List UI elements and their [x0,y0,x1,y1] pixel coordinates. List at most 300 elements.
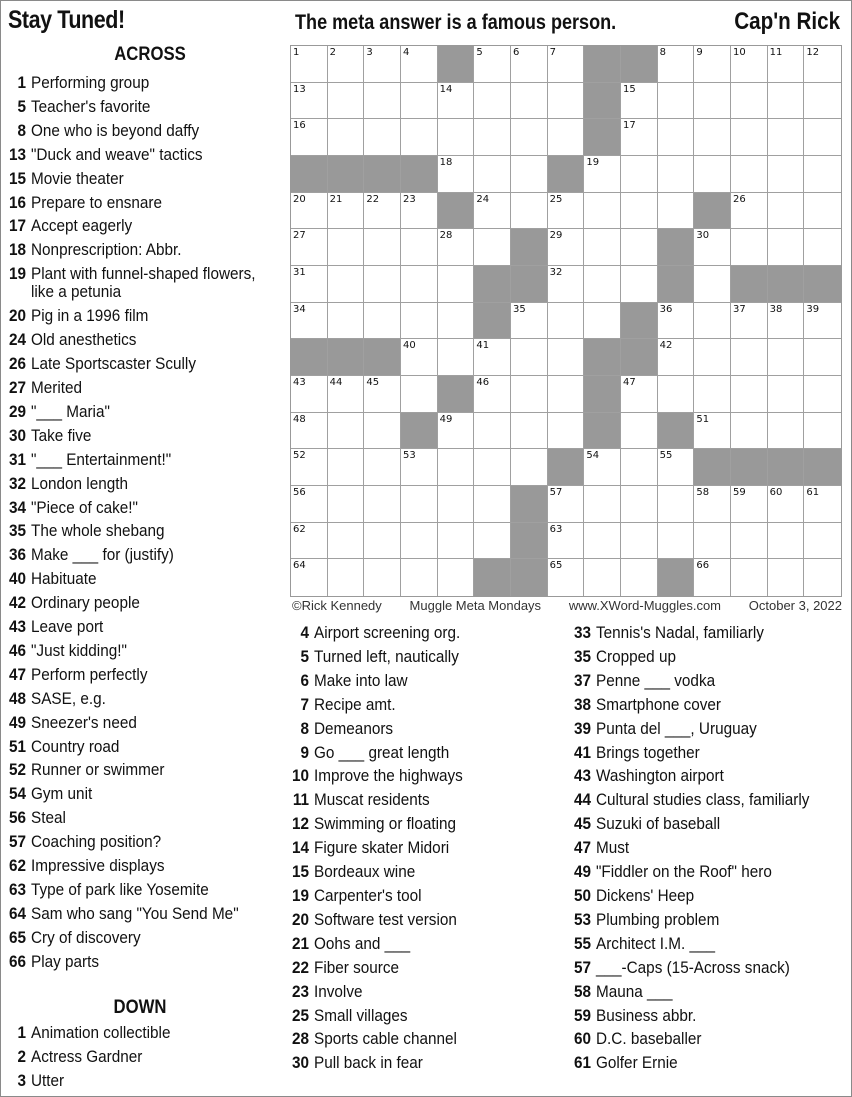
grid-cell-r14c12[interactable] [731,559,768,596]
grid-cell-r0c1[interactable] [328,46,365,83]
down-clue-60[interactable] [565,1027,833,1051]
grid-cell-r9c10[interactable] [658,376,695,413]
across-clue-46[interactable] [0,639,296,663]
grid-cell-r7c3[interactable] [401,303,438,340]
grid-cell-r6c9[interactable] [621,266,658,303]
across-clue-64[interactable] [0,902,296,926]
grid-cell-r4c12[interactable] [731,193,768,230]
black-square [804,266,841,303]
down-clue-28[interactable] [283,1027,479,1051]
grid-cell-r1c6[interactable] [511,83,548,120]
grid-cell-r1c4[interactable] [438,83,475,120]
down-clue-47[interactable] [565,836,833,860]
grid-cell-r3c6[interactable] [511,156,548,193]
grid-cell-r2c14[interactable] [804,119,841,156]
across-clue-42[interactable] [0,591,296,615]
grid-cell-r4c1[interactable] [328,193,365,230]
down-clue-30[interactable] [283,1051,479,1075]
grid-cell-r14c14[interactable] [804,559,841,596]
grid-cell-r13c5[interactable] [474,523,511,560]
across-clue-48[interactable] [0,687,296,711]
black-square [438,193,475,230]
grid-cell-r6c4[interactable] [438,266,475,303]
across-clue-51[interactable] [0,735,296,759]
grid-cell-r14c0[interactable] [291,559,328,596]
across-clue-63[interactable] [0,878,296,902]
grid-cell-r2c11[interactable] [694,119,731,156]
down-clue-9[interactable] [283,741,479,765]
across-clue-5[interactable] [0,95,296,119]
grid-cell-r12c0[interactable] [291,486,328,523]
grid-cell-r9c14[interactable] [804,376,841,413]
grid-cell-r9c7[interactable] [548,376,585,413]
grid-cell-r2c10[interactable] [658,119,695,156]
grid-cell-r9c5[interactable] [474,376,511,413]
grid-cell-r0c12[interactable] [731,46,768,83]
grid-cell-r1c13[interactable] [768,83,805,120]
grid-cell-r5c12[interactable] [731,229,768,266]
down-clue-43[interactable] [565,764,833,788]
grid-cell-r13c13[interactable] [768,523,805,560]
down-clue-3[interactable] [0,1069,186,1093]
grid-cell-r4c13[interactable] [768,193,805,230]
grid-cell-r3c8[interactable] [584,156,621,193]
grid-cell-r8c14[interactable] [804,339,841,376]
down-clue-39[interactable] [565,717,833,741]
across-clue-35[interactable] [0,519,296,543]
grid-cell-r13c7[interactable] [548,523,585,560]
clue-text: Recipe amt. [314,694,396,714]
grid-cell-r10c11[interactable] [694,413,731,450]
down-clue-20[interactable] [283,908,479,932]
down-clue-50[interactable] [565,884,833,908]
grid-cell-r12c10[interactable] [658,486,695,523]
down-clue-5[interactable] [283,645,479,669]
grid-cell-r11c2[interactable] [364,449,401,486]
black-square [584,413,621,450]
across-clue-65[interactable] [0,926,296,950]
clue-number: 31 [8,449,26,469]
grid-cell-r1c9[interactable] [621,83,658,120]
black-square [621,303,658,340]
cell-number: 25 [549,193,563,205]
down-clue-38[interactable] [565,693,833,717]
grid-cell-r7c13[interactable] [768,303,805,340]
down-clue-53[interactable] [565,908,833,932]
down-clue-1[interactable] [0,1021,186,1045]
clue-text: Airport screening org. [314,623,461,642]
grid-cell-r14c8[interactable] [584,559,621,596]
down-clue-45[interactable] [565,812,833,836]
grid-cell-r12c14[interactable] [804,486,841,523]
grid-cell-r7c6[interactable] [511,303,548,340]
down-clue-59[interactable] [565,1004,833,1028]
down-clue-21[interactable] [283,932,479,956]
grid-cell-r1c10[interactable] [658,83,695,120]
grid-cell-r5c2[interactable] [364,229,401,266]
grid-cell-r8c4[interactable] [438,339,475,376]
grid-cell-r5c0[interactable] [291,229,328,266]
grid-cell-r11c6[interactable] [511,449,548,486]
grid-cell-r10c1[interactable] [328,413,365,450]
grid-cell-r7c2[interactable] [364,303,401,340]
across-clue-30[interactable] [0,424,296,448]
across-clue-29[interactable] [0,400,296,424]
clue-number: 1 [17,73,26,92]
website-link[interactable]: www.XWord-Muggles.com [568,598,722,613]
grid-cell-r5c4[interactable] [438,229,475,266]
down-clue-41[interactable] [565,741,833,765]
grid-cell-r4c5[interactable] [474,193,511,230]
grid-cell-r12c12[interactable] [731,486,768,523]
grid-cell-r7c0[interactable] [291,303,328,340]
across-clue-49[interactable] [0,711,296,735]
grid-cell-r9c6[interactable] [511,376,548,413]
down-clue-list-1 [0,1021,186,1093]
puzzle-date: October 3, 2022 [748,598,842,613]
grid-cell-r7c1[interactable] [328,303,365,340]
cell-number: 26 [733,193,746,205]
grid-cell-r13c12[interactable] [731,523,768,560]
grid-cell-r6c0[interactable] [291,266,328,303]
grid-cell-r12c11[interactable] [694,486,731,523]
grid-cell-r3c5[interactable] [474,156,511,193]
grid-cell-r11c10[interactable] [658,449,695,486]
clue-text: "Fiddler on the Roof" hero [596,862,772,882]
down-clue-6[interactable] [283,669,479,693]
grid-cell-r1c12[interactable] [731,83,768,120]
grid-cell-r12c1[interactable] [328,486,365,523]
grid-cell-r1c3[interactable] [401,83,438,120]
grid-cell-r9c3[interactable] [401,376,438,413]
grid-cell-r0c0[interactable] [291,46,328,83]
grid-cell-r8c13[interactable] [768,339,805,376]
across-clue-15[interactable] [0,167,296,191]
clue-number: 30 [291,1053,309,1073]
grid-cell-r11c1[interactable] [328,449,365,486]
down-clue-19[interactable] [283,884,479,908]
across-clue-62[interactable] [0,854,296,878]
grid-cell-r12c13[interactable] [768,486,805,523]
grid-cell-r13c10[interactable] [658,523,695,560]
grid-cell-r14c2[interactable] [364,559,401,596]
grid-cell-r3c12[interactable] [731,156,768,193]
grid-cell-r10c4[interactable] [438,413,475,450]
across-clue-13[interactable] [0,143,296,167]
grid-cell-r4c10[interactable] [658,193,695,230]
down-clue-15[interactable] [283,860,479,884]
down-clue-4[interactable] [283,621,479,645]
grid-cell-r4c2[interactable] [364,193,401,230]
grid-cell-r6c8[interactable] [584,266,621,303]
across-clue-19[interactable] [0,262,296,304]
grid-cell-r8c11[interactable] [694,339,731,376]
clue-number: 56 [8,808,26,828]
grid-cell-r14c4[interactable] [438,559,475,596]
grid-cell-r8c5[interactable] [474,339,511,376]
grid-cell-r13c11[interactable] [694,523,731,560]
grid-cell-r8c7[interactable] [548,339,585,376]
cell-number: 47 [623,377,636,388]
grid-cell-r5c7[interactable] [548,229,585,266]
grid-cell-r12c3[interactable] [401,486,438,523]
across-clue-36[interactable] [0,543,296,567]
grid-cell-r0c7[interactable] [548,46,585,83]
down-clue-12[interactable] [283,812,479,836]
down-clue-7[interactable] [283,693,479,717]
clue-text: Animation collectible [31,1023,171,1042]
down-clue-55[interactable] [565,932,833,956]
grid-cell-r5c3[interactable] [401,229,438,266]
grid-cell-r10c14[interactable] [804,413,841,450]
grid-cell-r13c3[interactable] [401,523,438,560]
down-clue-57[interactable] [565,956,833,980]
down-clue-61[interactable] [565,1051,833,1075]
grid-cell-r6c7[interactable] [548,266,585,303]
grid-cell-r2c6[interactable] [511,119,548,156]
grid-cell-r14c9[interactable] [621,559,658,596]
grid-cell-r10c13[interactable] [768,413,805,450]
across-clue-24[interactable] [0,328,296,352]
grid-cell-r7c11[interactable] [694,303,731,340]
grid-cell-r1c7[interactable] [548,83,585,120]
grid-cell-r13c2[interactable] [364,523,401,560]
grid-cell-r0c10[interactable] [658,46,695,83]
across-clue-8[interactable] [0,119,296,143]
across-clue-17[interactable] [0,214,296,238]
grid-cell-r0c14[interactable] [804,46,841,83]
grid-cell-r11c3[interactable] [401,449,438,486]
grid-cell-r7c4[interactable] [438,303,475,340]
across-clue-26[interactable] [0,352,296,376]
grid-cell-r4c7[interactable] [548,193,585,230]
grid-cell-r13c8[interactable] [584,523,621,560]
down-clue-10[interactable] [283,764,479,788]
grid-cell-r6c1[interactable] [328,266,365,303]
clue-number: 50 [573,885,591,905]
grid-cell-r7c10[interactable] [658,303,695,340]
across-clue-43[interactable] [0,615,296,639]
clue-number: 19 [291,885,309,905]
grid-cell-r1c11[interactable] [694,83,731,120]
grid-cell-r12c7[interactable] [548,486,585,523]
down-clue-25[interactable] [283,1004,479,1028]
grid-cell-r3c14[interactable] [804,156,841,193]
grid-cell-r1c14[interactable] [804,83,841,120]
cell-number: 29 [549,230,563,242]
grid-cell-r8c12[interactable] [731,339,768,376]
across-clue-1[interactable] [0,71,296,95]
grid-cell-r5c8[interactable] [584,229,621,266]
cell-number: 16 [293,120,306,132]
grid-cell-r1c1[interactable] [328,83,365,120]
across-clue-27[interactable] [0,376,296,400]
grid-cell-r2c2[interactable] [364,119,401,156]
grid-cell-r4c9[interactable] [621,193,658,230]
grid-cell-r10c6[interactable] [511,413,548,450]
grid-cell-r5c14[interactable] [804,229,841,266]
black-square [584,119,621,156]
grid-cell-r2c4[interactable] [438,119,475,156]
across-clue-31[interactable] [0,448,296,472]
grid-cell-r9c12[interactable] [731,376,768,413]
grid-cell-r6c2[interactable] [364,266,401,303]
grid-cell-r5c1[interactable] [328,229,365,266]
down-clue-35[interactable] [565,645,833,669]
crossword-grid[interactable] [290,45,842,597]
grid-cell-r8c10[interactable] [658,339,695,376]
grid-cell-r3c4[interactable] [438,156,475,193]
down-clue-14[interactable] [283,836,479,860]
grid-cell-r5c5[interactable] [474,229,511,266]
grid-cell-r12c5[interactable] [474,486,511,523]
grid-cell-r2c0[interactable] [291,119,328,156]
across-clue-16[interactable] [0,191,296,215]
across-clue-18[interactable] [0,238,296,262]
grid-cell-r7c14[interactable] [804,303,841,340]
grid-cell-r7c12[interactable] [731,303,768,340]
clue-text: Accept eagerly [31,216,133,236]
across-clue-66[interactable] [0,950,296,974]
grid-cell-r5c9[interactable] [621,229,658,266]
down-clue-2[interactable] [0,1045,186,1069]
down-clue-23[interactable] [283,980,479,1004]
grid-cell-r10c0[interactable] [291,413,328,450]
clue-text: Plumbing problem [596,909,720,929]
grid-cell-r13c1[interactable] [328,523,365,560]
puzzle-subtitle: The meta answer is a famous person. [295,11,617,34]
across-clue-56[interactable] [0,806,296,830]
grid-cell-r11c8[interactable] [584,449,621,486]
grid-cell-r0c13[interactable] [768,46,805,83]
across-clue-52[interactable] [0,758,296,782]
grid-cell-r4c6[interactable] [511,193,548,230]
grid-cell-r0c3[interactable] [401,46,438,83]
grid-cell-r10c7[interactable] [548,413,585,450]
grid-cell-r8c3[interactable] [401,339,438,376]
across-clue-57[interactable] [0,830,296,854]
grid-cell-r12c8[interactable] [584,486,621,523]
grid-cell-r11c4[interactable] [438,449,475,486]
clue-text: Demeanors [314,718,394,738]
clue-number: 57 [573,957,591,977]
clue-number: 49 [573,862,591,882]
down-clue-8[interactable] [283,717,479,741]
grid-cell-r4c8[interactable] [584,193,621,230]
clue-number: 60 [573,1029,591,1049]
grid-cell-r7c7[interactable] [548,303,585,340]
grid-cell-r12c2[interactable] [364,486,401,523]
grid-cell-r12c9[interactable] [621,486,658,523]
down-clue-58[interactable] [565,980,833,1004]
grid-cell-r9c13[interactable] [768,376,805,413]
grid-cell-r3c13[interactable] [768,156,805,193]
down-clue-11[interactable] [283,788,479,812]
grid-cell-r9c1[interactable] [328,376,365,413]
clue-text: Punta del ___, Uruguay [596,718,757,738]
grid-cell-r1c0[interactable] [291,83,328,120]
grid-cell-r2c13[interactable] [768,119,805,156]
grid-cell-r2c5[interactable] [474,119,511,156]
down-clue-22[interactable] [283,956,479,980]
grid-cell-r3c11[interactable] [694,156,731,193]
grid-cell-r2c12[interactable] [731,119,768,156]
grid-cell-r9c0[interactable] [291,376,328,413]
grid-cell-r3c10[interactable] [658,156,695,193]
grid-cell-r10c12[interactable] [731,413,768,450]
grid-cell-r7c8[interactable] [584,303,621,340]
across-clue-34[interactable] [0,496,296,520]
grid-cell-r14c1[interactable] [328,559,365,596]
clue-number: 65 [8,927,26,947]
grid-cell-r14c3[interactable] [401,559,438,596]
grid-cell-r2c7[interactable] [548,119,585,156]
grid-cell-r13c0[interactable] [291,523,328,560]
clue-number: 43 [8,617,26,637]
cell-number: 28 [439,230,453,242]
grid-cell-r4c3[interactable] [401,193,438,230]
grid-cell-r11c0[interactable] [291,449,328,486]
grid-cell-r13c14[interactable] [804,523,841,560]
down-clue-44[interactable] [565,788,833,812]
grid-cell-r8c6[interactable] [511,339,548,376]
grid-cell-r4c0[interactable] [291,193,328,230]
grid-cell-r4c14[interactable] [804,193,841,230]
across-clue-20[interactable] [0,304,296,328]
grid-cell-r11c5[interactable] [474,449,511,486]
grid-cell-r0c6[interactable] [511,46,548,83]
grid-cell-r0c11[interactable] [694,46,731,83]
grid-cell-r14c7[interactable] [548,559,585,596]
grid-cell-r12c4[interactable] [438,486,475,523]
grid-cell-r9c2[interactable] [364,376,401,413]
grid-cell-r9c9[interactable] [621,376,658,413]
across-clue-40[interactable] [0,567,296,591]
grid-cell-r0c5[interactable] [474,46,511,83]
grid-cell-r13c4[interactable] [438,523,475,560]
grid-cell-r11c9[interactable] [621,449,658,486]
grid-cell-r10c2[interactable] [364,413,401,450]
grid-cell-r2c1[interactable] [328,119,365,156]
clue-number: 26 [8,354,26,374]
clue-number: 22 [291,957,309,977]
grid-cell-r14c13[interactable] [768,559,805,596]
grid-cell-r13c9[interactable] [621,523,658,560]
grid-cell-r6c11[interactable] [694,266,731,303]
grid-cell-r14c11[interactable] [694,559,731,596]
down-clue-33[interactable] [565,621,833,645]
grid-cell-r2c9[interactable] [621,119,658,156]
down-clue-49[interactable] [565,860,833,884]
across-clue-32[interactable] [0,472,296,496]
across-clue-54[interactable] [0,782,296,806]
grid-cell-r5c13[interactable] [768,229,805,266]
grid-cell-r9c11[interactable] [694,376,731,413]
grid-cell-r3c9[interactable] [621,156,658,193]
down-clue-37[interactable] [565,669,833,693]
grid-cell-r0c2[interactable] [364,46,401,83]
grid-cell-r10c9[interactable] [621,413,658,450]
clue-text: Habituate [31,569,97,589]
grid-cell-r1c5[interactable] [474,83,511,120]
grid-cell-r6c3[interactable] [401,266,438,303]
grid-cell-r5c11[interactable] [694,229,731,266]
grid-cell-r2c3[interactable] [401,119,438,156]
clue-text: Penne ___ vodka [596,670,716,690]
grid-cell-r1c2[interactable] [364,83,401,120]
across-clue-47[interactable] [0,663,296,687]
grid-cell-r10c5[interactable] [474,413,511,450]
